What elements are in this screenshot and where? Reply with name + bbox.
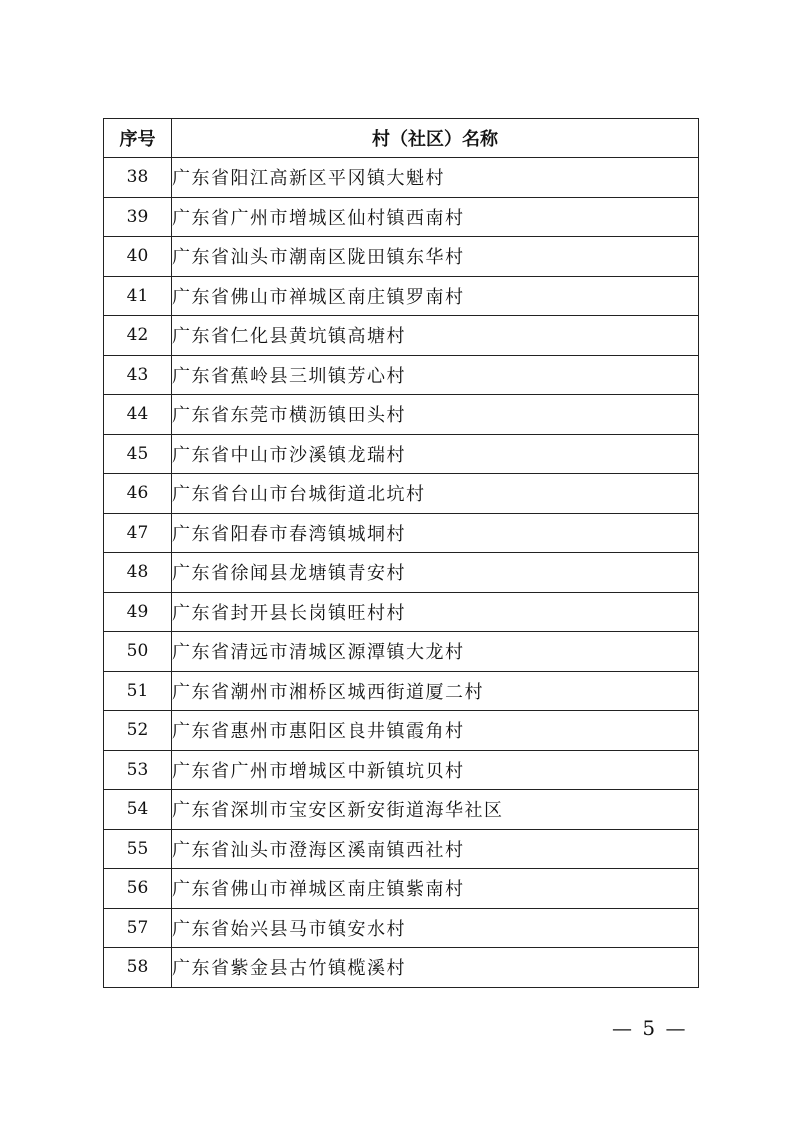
page-number: — 5 — <box>612 1016 688 1040</box>
row-number: 39 <box>104 197 172 237</box>
village-name: 广东省佛山市禅城区南庄镇紫南村 <box>172 869 699 909</box>
row-number: 46 <box>104 474 172 514</box>
row-number: 41 <box>104 276 172 316</box>
table-row <box>104 158 699 198</box>
row-number: 40 <box>104 237 172 277</box>
row-number: 53 <box>104 750 172 790</box>
village-name: 广东省清远市清城区源潭镇大龙村 <box>172 632 699 672</box>
table-row <box>104 829 699 869</box>
row-number: 38 <box>104 158 172 198</box>
village-name: 广东省紫金县古竹镇榄溪村 <box>172 948 699 988</box>
row-number: 43 <box>104 355 172 395</box>
village-name: 广东省阳春市春湾镇城垌村 <box>172 513 699 553</box>
row-number: 49 <box>104 592 172 632</box>
table-row <box>104 513 699 553</box>
row-number: 42 <box>104 316 172 356</box>
header-number: 序号 <box>104 119 172 158</box>
table-row <box>104 592 699 632</box>
row-number: 45 <box>104 434 172 474</box>
table-row <box>104 908 699 948</box>
village-list-table <box>103 118 699 988</box>
header-name: 村（社区）名称 <box>172 119 699 158</box>
table-row <box>104 553 699 593</box>
table-row <box>104 434 699 474</box>
village-name: 广东省汕头市澄海区溪南镇西社村 <box>172 829 699 869</box>
village-name: 广东省佛山市禅城区南庄镇罗南村 <box>172 276 699 316</box>
table-row <box>104 632 699 672</box>
row-number: 54 <box>104 790 172 830</box>
table-row <box>104 750 699 790</box>
row-number: 50 <box>104 632 172 672</box>
table-body <box>104 158 699 988</box>
village-name: 广东省广州市增城区仙村镇西南村 <box>172 197 699 237</box>
table-row <box>104 237 699 277</box>
village-name: 广东省惠州市惠阳区良井镇霞角村 <box>172 711 699 751</box>
village-name: 广东省潮州市湘桥区城西街道厦二村 <box>172 671 699 711</box>
village-name: 广东省封开县长岗镇旺村村 <box>172 592 699 632</box>
village-name: 广东省深圳市宝安区新安街道海华社区 <box>172 790 699 830</box>
village-name: 广东省仁化县黄坑镇高塘村 <box>172 316 699 356</box>
table-row <box>104 790 699 830</box>
table-row <box>104 948 699 988</box>
table-row <box>104 869 699 909</box>
table-row <box>104 197 699 237</box>
table-row <box>104 316 699 356</box>
table-row <box>104 474 699 514</box>
village-name: 广东省始兴县马市镇安水村 <box>172 908 699 948</box>
row-number: 55 <box>104 829 172 869</box>
row-number: 56 <box>104 869 172 909</box>
table-row <box>104 355 699 395</box>
row-number: 47 <box>104 513 172 553</box>
table-row <box>104 671 699 711</box>
table-row <box>104 711 699 751</box>
table-header-row <box>104 119 699 158</box>
table-row <box>104 276 699 316</box>
village-name: 广东省中山市沙溪镇龙瑞村 <box>172 434 699 474</box>
village-name: 广东省阳江高新区平冈镇大魁村 <box>172 158 699 198</box>
row-number: 48 <box>104 553 172 593</box>
village-name: 广东省东莞市横沥镇田头村 <box>172 395 699 435</box>
village-name: 广东省徐闻县龙塘镇青安村 <box>172 553 699 593</box>
row-number: 44 <box>104 395 172 435</box>
village-name: 广东省台山市台城街道北坑村 <box>172 474 699 514</box>
village-name: 广东省蕉岭县三圳镇芳心村 <box>172 355 699 395</box>
row-number: 57 <box>104 908 172 948</box>
village-name: 广东省广州市增城区中新镇坑贝村 <box>172 750 699 790</box>
village-name: 广东省汕头市潮南区陇田镇东华村 <box>172 237 699 277</box>
row-number: 52 <box>104 711 172 751</box>
row-number: 58 <box>104 948 172 988</box>
row-number: 51 <box>104 671 172 711</box>
table-row <box>104 395 699 435</box>
